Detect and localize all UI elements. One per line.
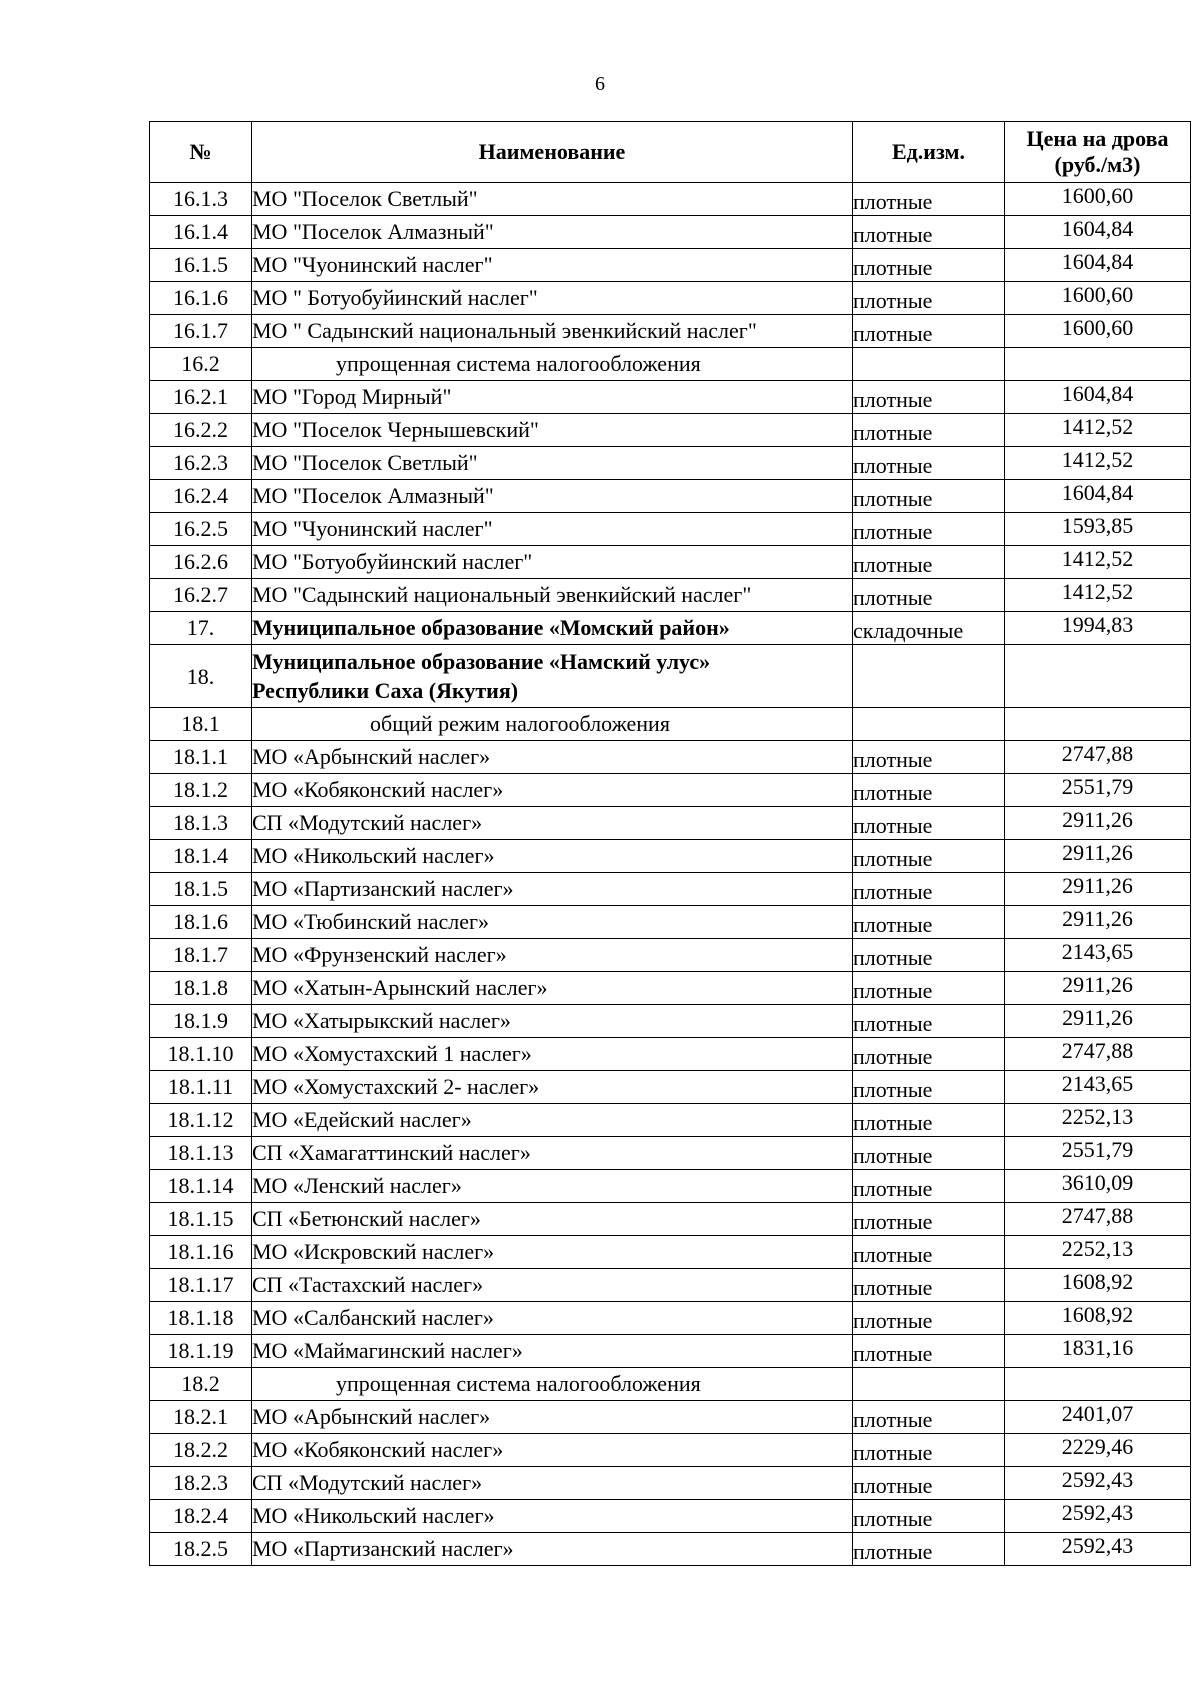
table-row — [150, 1467, 1191, 1500]
row-number: 16.2.6 — [150, 546, 252, 579]
row-number: 16.2.1 — [150, 381, 252, 414]
row-name: МО " Садынский национальный эвенкийский наслег" — [252, 315, 853, 348]
row-unit: плотные — [853, 315, 1005, 348]
row-number: 18.1.17 — [150, 1269, 252, 1302]
row-name: МО "Поселок Алмазный" — [252, 480, 853, 513]
row-number: 18.1.13 — [150, 1137, 252, 1170]
table-row — [150, 348, 1191, 381]
row-name: МО «Ленский наслег» — [252, 1170, 853, 1203]
row-price: 2592,43 — [1005, 1467, 1191, 1500]
table-header-row — [150, 122, 1191, 183]
row-unit: плотные — [853, 513, 1005, 546]
table-row — [150, 1434, 1191, 1467]
row-name: МО "Ботуобуйинский наслег" — [252, 546, 853, 579]
table-row — [150, 1533, 1191, 1566]
table-row — [150, 414, 1191, 447]
row-number: 17. — [150, 612, 252, 645]
row-unit: плотные — [853, 1137, 1005, 1170]
row-number: 18.1.5 — [150, 873, 252, 906]
row-unit: плотные — [853, 939, 1005, 972]
row-name-line2: Республики Саха (Якутия) — [252, 678, 519, 703]
price-table — [149, 121, 1191, 1566]
row-number: 18.2.5 — [150, 1533, 252, 1566]
row-number: 16.1.3 — [150, 183, 252, 216]
row-number: 16.2.3 — [150, 447, 252, 480]
table-row — [150, 906, 1191, 939]
row-number: 16.2 — [150, 348, 252, 381]
row-number: 18.1.19 — [150, 1335, 252, 1368]
table-row — [150, 741, 1191, 774]
row-price: 1412,52 — [1005, 579, 1191, 612]
row-name: СП «Хамагаттинский наслег» — [252, 1137, 853, 1170]
row-name: МО «Арбынский наслег» — [252, 741, 853, 774]
row-unit — [853, 708, 1005, 741]
table-row — [150, 1236, 1191, 1269]
row-price: 2252,13 — [1005, 1104, 1191, 1137]
row-name: МО «Хомустахский 2- наслег» — [252, 1071, 853, 1104]
row-name: МО «Кобяконский наслег» — [252, 1434, 853, 1467]
row-unit: плотные — [853, 1401, 1005, 1434]
row-price: 2551,79 — [1005, 1137, 1191, 1170]
row-price: 1600,60 — [1005, 183, 1191, 216]
row-unit: плотные — [853, 1005, 1005, 1038]
row-number: 16.2.5 — [150, 513, 252, 546]
table-body — [150, 183, 1191, 1566]
table-row — [150, 579, 1191, 612]
row-name: Муниципальное образование «Момский район» — [252, 612, 853, 645]
table-row — [150, 546, 1191, 579]
row-number: 18.1.3 — [150, 807, 252, 840]
row-price: 1831,16 — [1005, 1335, 1191, 1368]
row-unit: плотные — [853, 840, 1005, 873]
row-unit: плотные — [853, 1071, 1005, 1104]
row-number: 18.1.12 — [150, 1104, 252, 1137]
row-number: 18.1.18 — [150, 1302, 252, 1335]
row-unit: плотные — [853, 1434, 1005, 1467]
table-row — [150, 840, 1191, 873]
row-name: МО «Хатын-Арынский наслег» — [252, 972, 853, 1005]
row-number: 18.1 — [150, 708, 252, 741]
row-unit: плотные — [853, 1236, 1005, 1269]
row-unit: плотные — [853, 1533, 1005, 1566]
row-price: 2252,13 — [1005, 1236, 1191, 1269]
table-row — [150, 1401, 1191, 1434]
row-name: МО «Едейский наслег» — [252, 1104, 853, 1137]
row-number: 18.2.2 — [150, 1434, 252, 1467]
row-name: МО «Хатырыкский наслег» — [252, 1005, 853, 1038]
row-number: 16.2.7 — [150, 579, 252, 612]
row-unit: плотные — [853, 282, 1005, 315]
row-number: 18.1.4 — [150, 840, 252, 873]
row-price: 1604,84 — [1005, 216, 1191, 249]
table-row — [150, 807, 1191, 840]
header-number: № — [150, 122, 252, 183]
row-price: 2747,88 — [1005, 741, 1191, 774]
row-number: 18.1.15 — [150, 1203, 252, 1236]
row-price — [1005, 348, 1191, 381]
row-name: СП «Тастахский наслег» — [252, 1269, 853, 1302]
table-row — [150, 1137, 1191, 1170]
row-unit: плотные — [853, 1170, 1005, 1203]
row-price: 1608,92 — [1005, 1302, 1191, 1335]
header-price-line1: Цена на дрова — [1026, 126, 1169, 151]
row-unit: плотные — [853, 414, 1005, 447]
row-name: упрощенная система налогообложения — [252, 348, 853, 381]
row-unit: плотные — [853, 1500, 1005, 1533]
row-name: МО «Маймагинский наслег» — [252, 1335, 853, 1368]
header-unit: Ед.изм. — [853, 122, 1005, 183]
row-price: 1604,84 — [1005, 480, 1191, 513]
row-unit — [853, 1368, 1005, 1401]
row-price: 1604,84 — [1005, 249, 1191, 282]
row-unit: плотные — [853, 381, 1005, 414]
table-row — [150, 1203, 1191, 1236]
row-price: 2911,26 — [1005, 906, 1191, 939]
table-row — [150, 381, 1191, 414]
row-price: 1608,92 — [1005, 1269, 1191, 1302]
row-number: 18.1.7 — [150, 939, 252, 972]
row-price — [1005, 1368, 1191, 1401]
row-number: 18.1.9 — [150, 1005, 252, 1038]
row-name: МО "Чуонинский наслег" — [252, 249, 853, 282]
table-row — [150, 513, 1191, 546]
row-name: МО "Поселок Чернышевский" — [252, 414, 853, 447]
table-row — [150, 1104, 1191, 1137]
row-unit: плотные — [853, 1335, 1005, 1368]
table-row — [150, 1269, 1191, 1302]
row-name: МО «Никольский наслег» — [252, 1500, 853, 1533]
row-name: МО "Поселок Алмазный" — [252, 216, 853, 249]
header-price — [1005, 122, 1191, 183]
row-unit — [853, 348, 1005, 381]
row-unit: плотные — [853, 1302, 1005, 1335]
row-unit — [853, 645, 1005, 708]
row-price — [1005, 708, 1191, 741]
row-price: 2911,26 — [1005, 1005, 1191, 1038]
row-name: МО "Садынский национальный эвенкийский наслег" — [252, 579, 853, 612]
row-name: МО " Ботуобуйинский наслег" — [252, 282, 853, 315]
table-row — [150, 774, 1191, 807]
row-number: 16.1.5 — [150, 249, 252, 282]
row-name: МО "Поселок Светлый" — [252, 183, 853, 216]
table-row — [150, 282, 1191, 315]
header-name: Наименование — [252, 122, 853, 183]
row-name: МО «Арбынский наслег» — [252, 1401, 853, 1434]
row-unit: плотные — [853, 1467, 1005, 1500]
row-number: 16.2.4 — [150, 480, 252, 513]
row-unit: плотные — [853, 480, 1005, 513]
row-unit: плотные — [853, 774, 1005, 807]
header-price-line2: (руб./м3) — [1054, 152, 1141, 177]
row-price: 2143,65 — [1005, 1071, 1191, 1104]
row-unit: плотные — [853, 807, 1005, 840]
row-name: МО "Поселок Светлый" — [252, 447, 853, 480]
table-row — [150, 708, 1191, 741]
row-price: 2143,65 — [1005, 939, 1191, 972]
row-unit: плотные — [853, 1269, 1005, 1302]
row-name: МО «Партизанский наслег» — [252, 1533, 853, 1566]
table-row — [150, 1368, 1191, 1401]
row-unit: плотные — [853, 1203, 1005, 1236]
row-name: МО «Кобяконский наслег» — [252, 774, 853, 807]
row-number: 18.1.10 — [150, 1038, 252, 1071]
row-number: 16.2.2 — [150, 414, 252, 447]
row-unit: плотные — [853, 249, 1005, 282]
row-name: МО «Хомустахский 1 наслег» — [252, 1038, 853, 1071]
row-price: 2911,26 — [1005, 807, 1191, 840]
row-number: 18.1.6 — [150, 906, 252, 939]
row-number: 16.1.4 — [150, 216, 252, 249]
row-name — [252, 645, 853, 708]
row-unit: плотные — [853, 1038, 1005, 1071]
row-unit: плотные — [853, 741, 1005, 774]
row-number: 16.1.7 — [150, 315, 252, 348]
row-number: 18.2 — [150, 1368, 252, 1401]
row-price: 1412,52 — [1005, 447, 1191, 480]
row-price: 2911,26 — [1005, 873, 1191, 906]
table-row — [150, 480, 1191, 513]
row-unit: плотные — [853, 1104, 1005, 1137]
table-row — [150, 249, 1191, 282]
row-price: 2911,26 — [1005, 972, 1191, 1005]
table-row — [150, 1071, 1191, 1104]
row-price: 1600,60 — [1005, 282, 1191, 315]
row-price: 3610,09 — [1005, 1170, 1191, 1203]
row-unit: плотные — [853, 183, 1005, 216]
row-price: 1412,52 — [1005, 414, 1191, 447]
row-number: 18.2.4 — [150, 1500, 252, 1533]
row-number: 18.2.3 — [150, 1467, 252, 1500]
table-row — [150, 972, 1191, 1005]
row-number: 18.1.14 — [150, 1170, 252, 1203]
row-name: общий режим налогообложения — [252, 708, 853, 741]
row-price: 2747,88 — [1005, 1203, 1191, 1236]
row-name: МО «Тюбинский наслег» — [252, 906, 853, 939]
row-price: 2229,46 — [1005, 1434, 1191, 1467]
table-row — [150, 873, 1191, 906]
row-name: СП «Модутский наслег» — [252, 1467, 853, 1500]
table-row — [150, 183, 1191, 216]
row-unit: плотные — [853, 546, 1005, 579]
page-number: 6 — [595, 73, 605, 95]
row-price — [1005, 645, 1191, 708]
row-number: 18.1.2 — [150, 774, 252, 807]
row-number: 16.1.6 — [150, 282, 252, 315]
table-row — [150, 1005, 1191, 1038]
row-price: 1412,52 — [1005, 546, 1191, 579]
row-number: 18. — [150, 645, 252, 708]
row-price: 2551,79 — [1005, 774, 1191, 807]
table-row — [150, 216, 1191, 249]
table-row — [150, 612, 1191, 645]
table-row — [150, 447, 1191, 480]
row-name: МО «Салбанский наслег» — [252, 1302, 853, 1335]
row-name: МО «Партизанский наслег» — [252, 873, 853, 906]
row-number: 18.1.8 — [150, 972, 252, 1005]
row-number: 18.1.16 — [150, 1236, 252, 1269]
row-name: МО «Никольский наслег» — [252, 840, 853, 873]
row-name: МО "Чуонинский наслег" — [252, 513, 853, 546]
row-price: 2401,07 — [1005, 1401, 1191, 1434]
row-price: 1604,84 — [1005, 381, 1191, 414]
row-price: 1593,85 — [1005, 513, 1191, 546]
table-row — [150, 1038, 1191, 1071]
row-unit: плотные — [853, 447, 1005, 480]
row-name: МО «Искровский наслег» — [252, 1236, 853, 1269]
row-unit: складочные — [853, 612, 1005, 645]
row-unit: плотные — [853, 972, 1005, 1005]
row-unit: плотные — [853, 906, 1005, 939]
row-number: 18.1.11 — [150, 1071, 252, 1104]
row-name: упрощенная система налогообложения — [252, 1368, 853, 1401]
row-price: 2911,26 — [1005, 840, 1191, 873]
table-row — [150, 1170, 1191, 1203]
row-price: 2747,88 — [1005, 1038, 1191, 1071]
row-price: 2592,43 — [1005, 1500, 1191, 1533]
row-name: МО «Фрунзенский наслег» — [252, 939, 853, 972]
row-number: 18.2.1 — [150, 1401, 252, 1434]
row-name: СП «Бетюнский наслег» — [252, 1203, 853, 1236]
table-row — [150, 315, 1191, 348]
row-name: МО "Город Мирный" — [252, 381, 853, 414]
row-price: 2592,43 — [1005, 1533, 1191, 1566]
row-name: СП «Модутский наслег» — [252, 807, 853, 840]
row-unit: плотные — [853, 216, 1005, 249]
table-row — [150, 1335, 1191, 1368]
table-row — [150, 1500, 1191, 1533]
table-row — [150, 1302, 1191, 1335]
row-unit: плотные — [853, 873, 1005, 906]
row-price: 1600,60 — [1005, 315, 1191, 348]
row-number: 18.1.1 — [150, 741, 252, 774]
row-unit: плотные — [853, 579, 1005, 612]
table-row — [150, 939, 1191, 972]
table-row — [150, 645, 1191, 708]
row-name-line1: Муниципальное образование «Намский улус» — [252, 649, 711, 674]
row-price: 1994,83 — [1005, 612, 1191, 645]
